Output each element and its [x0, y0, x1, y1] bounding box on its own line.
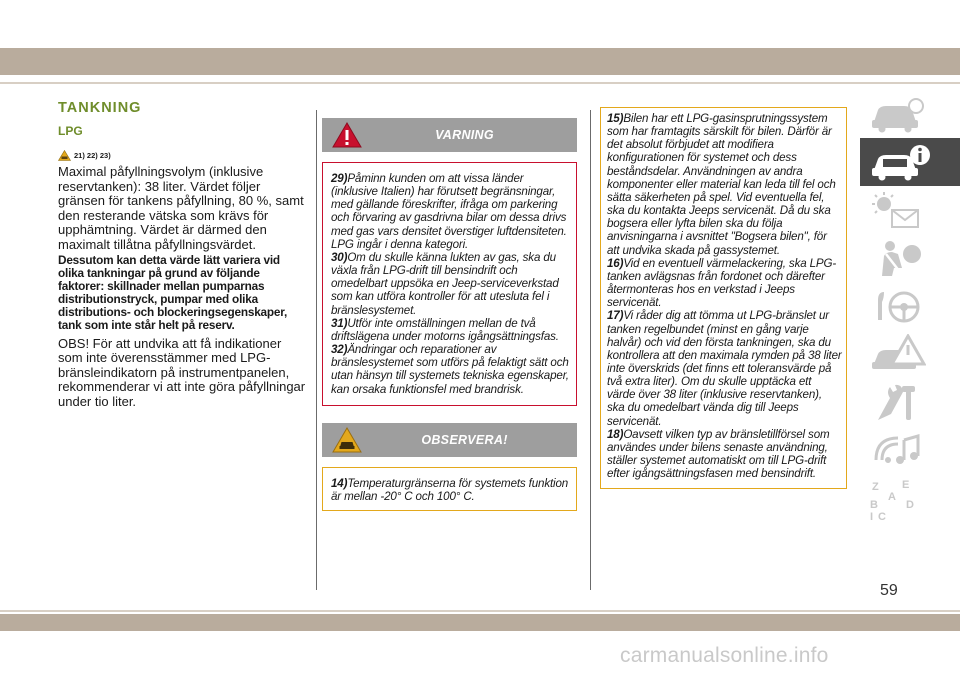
- item-text: Ändringar och reparationer av bränslesystemet som utförs på felaktigt sätt och utan hänsyn till systemets tekniska egenskaper, kan orsaka funktionsfel med brandrisk.: [331, 343, 569, 396]
- item-text: Oavsett vilken typ av bränsletillförsel som användes under bilens senaste användning, ställer systemet automatiskt om till LPG-drift efter igångsättningsfasen med bensindrift.: [607, 427, 830, 481]
- item-text: Om du skulle känna lukten av gas, ska du växla från LPG-drift till bensindrift och omedelbart uppsöka en Jeep-serviceverkstad som kan utföra kontroller för att utesluta fel i bränslesystemet.: [331, 250, 559, 317]
- notice-item: [331, 477, 569, 503]
- item-number: 16): [607, 256, 624, 270]
- chapter-sidebar: [860, 90, 960, 522]
- wrench-tools-icon: [868, 382, 926, 422]
- warning-item: [331, 317, 569, 343]
- tab-lights-messages[interactable]: [860, 186, 960, 234]
- car-warning-icon: [332, 427, 362, 453]
- light-envelope-icon: [868, 190, 926, 230]
- notice-item: [607, 257, 842, 310]
- middle-column: [322, 118, 577, 511]
- index-letter: A: [888, 491, 896, 503]
- alphabet-index-icon: [868, 478, 926, 524]
- index-letter: Z: [872, 481, 879, 493]
- variation-paragraph: Dessutom kan detta värde lätt variera vid olika tankningar på grund av följande faktorer: skillnader mellan pumparnas distributionstryck, pumpar med olika distributions- och blockeringsegenskaper, tank som inte står helt på reserv.: [58, 252, 288, 332]
- index-letter: I: [870, 511, 874, 523]
- capacity-paragraph: Maximal påfyllningsvolym (inklusive reservtanken): 38 liter. Värdet följer gränsen för tankens påfyllning, 80 %, samt den resterande vätska som krävs för upphämtning. Värdet är därmed den maximalt tillåtna påfyllningsvärdet.: [58, 164, 304, 252]
- warning-header: [322, 118, 577, 152]
- item-number: 30): [331, 250, 348, 264]
- tab-index[interactable]: [860, 474, 960, 522]
- bottom-decor-line: [0, 610, 960, 612]
- column-divider-1: [316, 110, 317, 590]
- tab-emergency[interactable]: [860, 330, 960, 378]
- tab-dashboard[interactable]: [860, 90, 960, 138]
- watermark-text: carmanualsonline.info: [620, 644, 829, 667]
- notice-item: [607, 309, 842, 427]
- multimedia-icon: [868, 430, 926, 470]
- item-text: Utför inte omställningen mellan de två driftslägena under motorns igångsättningsfas.: [331, 316, 559, 343]
- seat-belt-airbag-icon: [868, 238, 926, 278]
- warning-triangle-icon: [332, 122, 362, 148]
- tab-multimedia[interactable]: [860, 426, 960, 474]
- tab-car-info[interactable]: [860, 138, 960, 186]
- item-text: Bilen har ett LPG-gasinsprutningssystem som har framtagits särskilt för bilen. Därför är det absolut förbjudet att modifiera konfigurationen för systemet och dess beståndsdelar. Användningen av andra komponenter eller material kan leda till fel och sätta säkerheten på spel. Vid eventuella fel, ska du kontakta Jeeps servicenät. Då du ska bogsera eller lyfta bilen ska du följa anvisningarna i avsnittet "Bogsera bilen", för att undvika skada på gassystemet.: [607, 112, 836, 257]
- item-number: 14): [331, 476, 348, 490]
- index-letter: D: [906, 499, 914, 511]
- notice-item: [607, 428, 842, 481]
- car-info-icon: [868, 142, 932, 182]
- warning-triangle-car-icon: [868, 334, 926, 374]
- bottom-decor-band: [0, 614, 960, 631]
- warning-title: VARNING: [435, 128, 494, 142]
- top-decor-band: [0, 48, 960, 75]
- index-letter: E: [902, 479, 910, 491]
- index-letter: C: [878, 511, 886, 523]
- obs-paragraph: OBS! För att undvika att få indikationer som inte överensstämmer med LPG-bränsleindikatorn på instrumentpanelen, rekommenderar vi att inte göra påfyllningar under tio liter.: [58, 335, 306, 409]
- tab-maintenance[interactable]: [860, 378, 960, 426]
- car-dashboard-icon: [868, 94, 926, 134]
- column-divider-2: [590, 110, 591, 590]
- page-number: 59: [880, 582, 898, 599]
- item-number: 32): [331, 343, 348, 357]
- reference-numbers: 21) 22) 23): [74, 151, 111, 160]
- warning-item: [331, 343, 569, 396]
- warning-box: [322, 162, 577, 406]
- notice-header: [322, 423, 577, 457]
- right-notice-box: [600, 107, 847, 489]
- item-number: 17): [607, 309, 624, 323]
- tab-safety[interactable]: [860, 234, 960, 282]
- item-text: Temperaturgränserna för systemets funktion är mellan -20° C och 100° C.: [331, 476, 569, 503]
- warning-item: [331, 172, 569, 251]
- index-letter: B: [870, 499, 878, 511]
- top-decor-line: [0, 82, 960, 84]
- section-title: TANKNING: [58, 100, 142, 116]
- item-text: Vid en eventuell värmelackering, ska LPG-tanken avlägsnas från fordonet och därefter återmonteras hos en verkstad i Jeeps servicenät.: [607, 256, 837, 310]
- item-number: 18): [607, 427, 624, 441]
- notice-item: [607, 112, 842, 257]
- item-text: Vi råder dig att tömma ut LPG-bränslet ur tanken regelbundet (minst en gång varje halvår) och vid den första tankningen, ska du kontrollera att den maximala rymden på 38 liter inte överskrids (det finns ett toleransvärde på två extra liter). Om du skulle upptäcka ett värde över 38 liter (inklusive reservtanken), ska du omedelbart vända dig till Jeeps servicenät.: [607, 309, 842, 428]
- item-number: 29): [331, 172, 348, 185]
- steering-wheel-icon: [868, 286, 926, 326]
- reference-markers: [58, 150, 308, 161]
- notice-box: [322, 467, 577, 511]
- item-number: 15): [607, 112, 624, 125]
- small-warning-icon: [58, 150, 71, 161]
- subsection-title: LPG: [58, 124, 83, 138]
- warning-item: [331, 251, 569, 317]
- left-column: [58, 100, 308, 410]
- item-number: 31): [331, 316, 348, 330]
- tab-driving[interactable]: [860, 282, 960, 330]
- item-text: Påminn kunden om att vissa länder (inklusive Italien) har förutsett begränsningar, med gällande föreskrifter, ifråga om parkering och förvaring av gasdrivna bilar om dessa drivs med gas vars densitet överstiger luftdensiteten. LPG ingår i denna kategori.: [331, 172, 567, 251]
- notice-title: OBSERVERA!: [421, 432, 508, 447]
